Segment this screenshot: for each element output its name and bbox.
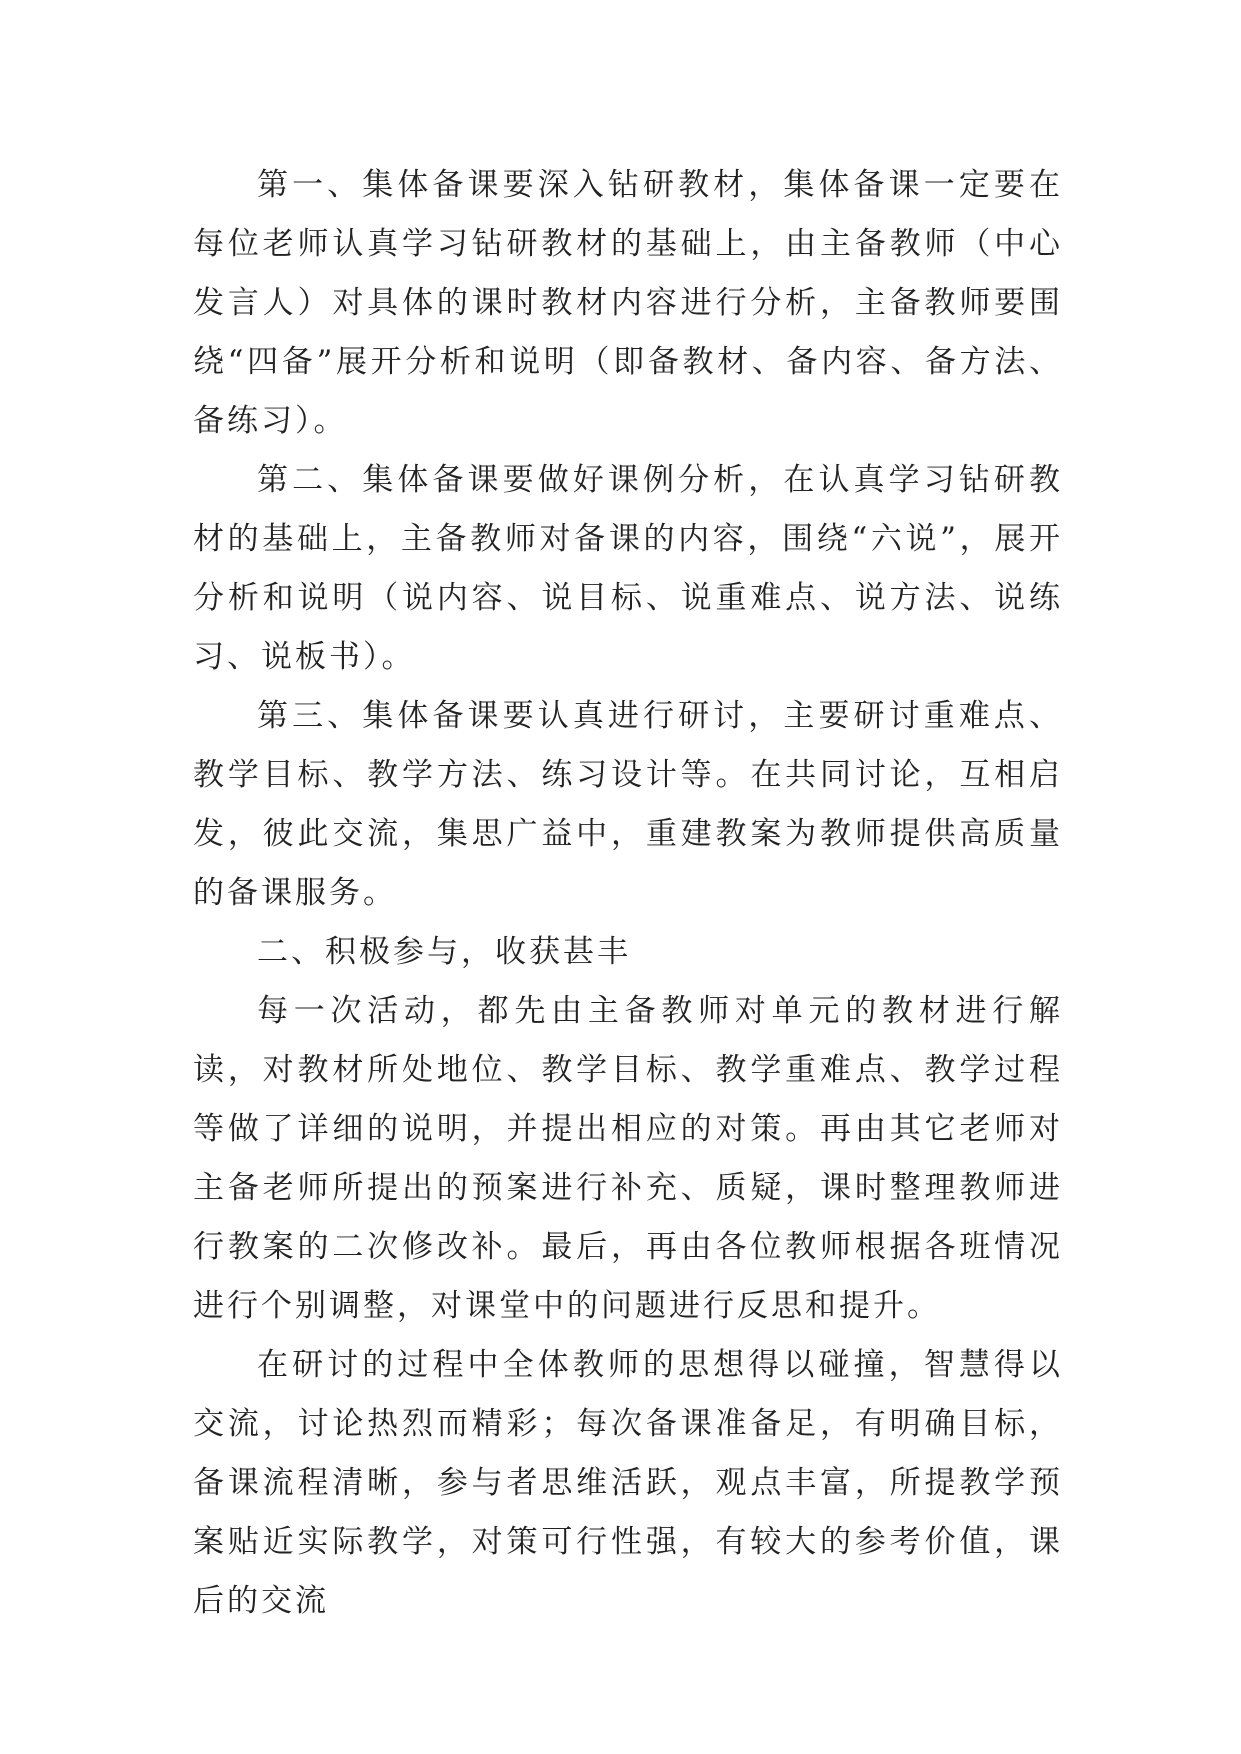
- paragraph-2: 第二、集体备课要做好课例分析，在认真学习钻研教材的基础上，主备教师对备课的内容，围绕“六说”，展开分析和说明（说内容、说目标、说重难点、说方法、说练习、说板书）。: [193, 462, 1063, 675]
- paragraph-3: 第三、集体备课要认真进行研讨，主要研讨重难点、教学目标、教学方法、练习设计等。在共同讨论，互相启发，彼此交流，集思广益中，重建教案为教师提供高质量的备课服务。: [193, 698, 1063, 911]
- section-heading: 二、积极参与，收获甚丰: [257, 934, 631, 970]
- paragraph-5: 在研讨的过程中全体教师的思想得以碰撞，智慧得以交流，讨论热烈而精彩；每次备课准备足，有明确目标，备课流程清晰，参与者思维活跃，观点丰富，所提教学预案贴近实际教学，对策可行性强，有较大的参考价值，课后的交流: [193, 1347, 1063, 1619]
- paragraph-4: 每一次活动，都先由主备教师对单元的教材进行解读，对教材所处地位、教学目标、教学重难点、教学过程等做了详细的说明，并提出相应的对策。再由其它老师对主备老师所提出的预案进行补充、质疑，课时整理教师进行教案的二次修改补。最后，再由各位教师根据各班情况进行个别调整，对课堂中的问题进行反思和提升。: [193, 993, 1063, 1324]
- document-body: [193, 156, 1063, 1631]
- paragraph-1: 第一、集体备课要深入钻研教材，集体备课一定要在每位老师认真学习钻研教材的基础上，由主备教师（中心发言人）对具体的课时教材内容进行分析，主备教师要围绕“四备”展开分析和说明（即备教材、备内容、备方法、备练习）。: [193, 167, 1063, 439]
